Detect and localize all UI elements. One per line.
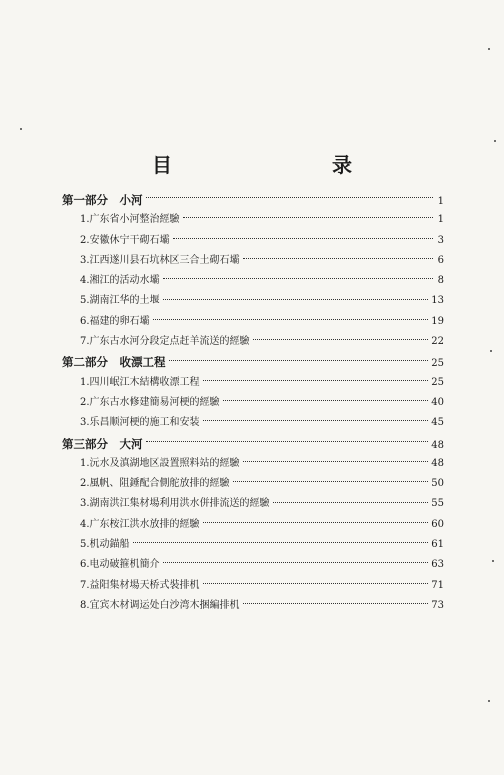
toc-entry [62,535,444,555]
toc-entry [62,515,444,535]
table-of-contents [62,190,444,616]
scan-speck [494,140,496,142]
entry-title: 7.益阳集材場天桥式裝排机 [80,579,200,591]
page-number: 60 [431,518,444,530]
part-title: 第三部分 大河 [62,436,143,451]
page-number: 63 [431,559,444,571]
dot-leader [233,480,429,482]
page-number: 3 [437,234,444,246]
dot-leader [203,582,429,584]
page-title: 目 录 [152,153,392,177]
toc-entry [62,474,444,494]
page-number: 73 [431,599,444,611]
page-number: 1 [437,214,444,226]
scan-speck [488,48,490,50]
toc-part-3 [62,434,444,454]
toc-part-2 [62,352,444,372]
page-number: 48 [431,439,444,451]
toc-entry [62,393,444,413]
dot-leader [146,440,429,442]
scan-speck [490,350,492,352]
entry-title: 2.風帆、阻錘配合側舵放排的經驗 [80,478,230,490]
dot-leader [183,216,433,218]
page-number: 13 [431,295,444,307]
dot-leader [223,399,429,401]
part-title: 第一部分 小河 [62,193,143,207]
dot-leader [163,277,433,279]
toc-entry [62,596,444,616]
toc-entry [62,413,444,433]
dot-leader [253,338,429,340]
toc-entry [62,231,444,251]
entry-title: 4.广东桉江洪水放排的經驗 [80,518,200,530]
entry-title: 6.电动破箍机簡介 [80,559,160,571]
dot-leader [163,561,429,563]
toc-entry [62,494,444,514]
dot-leader [203,379,429,381]
entry-title: 8.宜宾木材调运处白沙湾木捆編排机 [80,599,240,611]
entry-title: 3.乐昌顺河梗的施工和安装 [80,417,200,429]
entry-title: 1.沅水及滇湖地区設置照料站的經驗 [80,457,240,469]
entry-title: 3.湖南洪江集材場利用洪水併排流送的經驗 [80,498,270,510]
entry-title: 3.江西遂川县石坑林区三合土砌石壩 [80,254,240,266]
dot-leader [146,196,434,198]
page-number: 19 [431,315,444,327]
toc-entry [62,251,444,271]
entry-title: 1.四川岷江木結構收漂工程 [80,376,200,388]
dot-leader [203,521,429,523]
page-number: 45 [431,417,444,429]
entry-title: 6.福建的卵石壩 [80,315,150,327]
toc-entry [62,312,444,332]
dot-leader [163,298,429,300]
entry-title: 5.机动錨船 [80,539,130,551]
entry-title: 5.湖南江华的土堰 [80,295,160,307]
scan-speck [20,128,22,130]
scan-speck [488,700,490,702]
page-number: 8 [437,275,444,287]
part-title: 第二部分 收漂工程 [62,355,166,370]
page-number: 25 [431,358,444,370]
dot-leader [153,318,429,320]
entry-title: 2.安徽休宁干砌石壩 [80,234,170,246]
toc-entry [62,210,444,230]
toc-entry [62,291,444,311]
page-number: 50 [431,478,444,490]
page-number: 40 [431,396,444,408]
page-number: 48 [431,457,444,469]
dot-leader [243,602,429,604]
page-number: 61 [431,539,444,551]
entry-title: 2.广东古水修建簡易河梗的經驗 [80,396,220,408]
dot-leader [273,501,429,503]
toc-entry [62,576,444,596]
page-number: 55 [431,498,444,510]
dot-leader [169,359,429,361]
dot-leader [243,257,433,259]
entry-title: 1.广东省小河整治經驗 [80,214,180,226]
toc-part-1 [62,190,444,210]
dot-leader [173,237,433,239]
scan-speck [492,560,494,562]
page-number: 71 [431,579,444,591]
page-number: 6 [437,254,444,266]
toc-entry [62,555,444,575]
dot-leader [243,460,429,462]
toc-entry [62,271,444,291]
entry-title: 4.湘江的活动水壩 [80,275,160,287]
page-number: 22 [431,336,444,348]
toc-entry [62,332,444,352]
toc-entry [62,454,444,474]
entry-title: 7.广东古水河分段定点赶羊流送的經驗 [80,336,250,348]
toc-entry [62,373,444,393]
page-number: 25 [431,376,444,388]
dot-leader [203,419,429,421]
dot-leader [133,541,429,543]
page-number: 1 [437,196,444,207]
